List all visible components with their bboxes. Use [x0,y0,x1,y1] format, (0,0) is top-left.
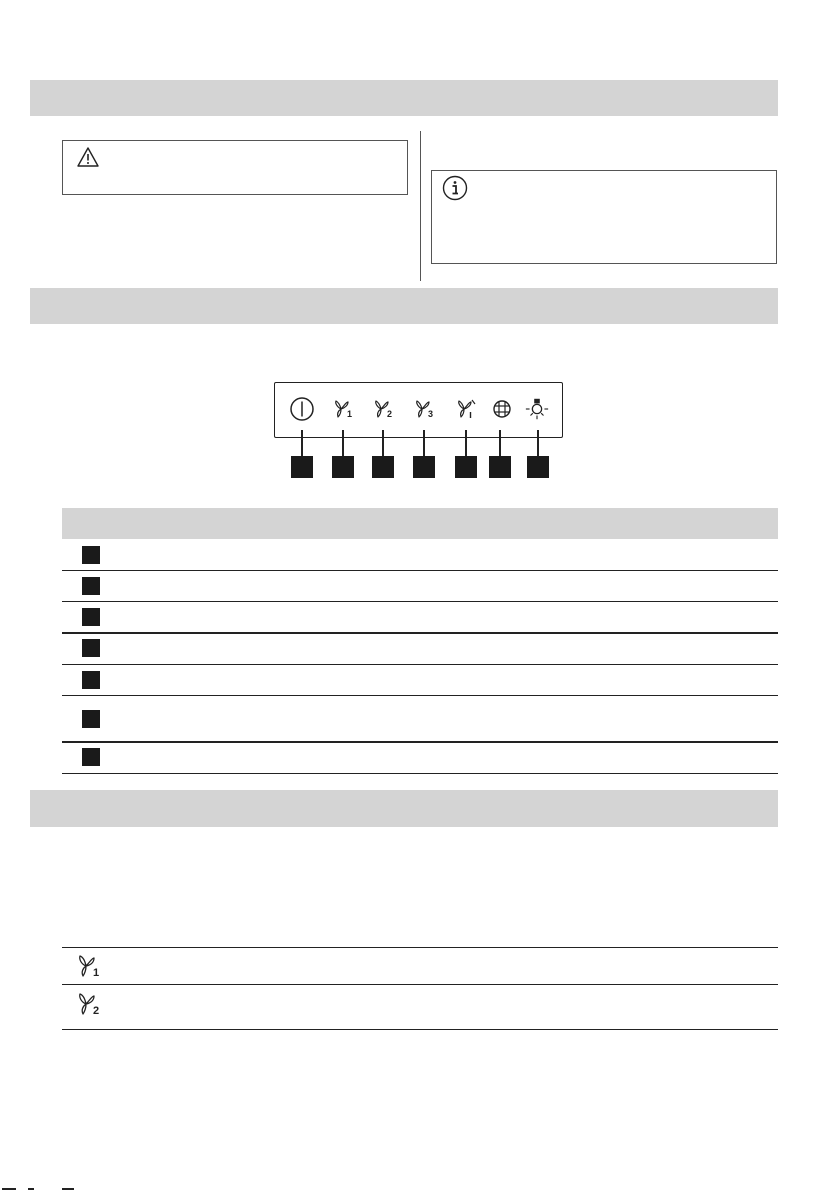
fan-speed-1-icon [76,953,104,979]
speed-digit: 1 [93,967,100,979]
fan-speed-2-button[interactable] [371,396,397,422]
filter-grid-icon [491,398,513,420]
fan-speed-3-icon [413,398,437,420]
speed-digit: 2 [387,409,393,419]
leader-line [499,430,501,456]
speed-digit: 2 [93,1005,100,1017]
speed-digit: 1 [347,409,353,419]
row-divider [62,1029,778,1030]
leader-line [537,430,539,456]
section-header-safety [30,80,778,116]
warning-triangle-icon [77,147,99,167]
row-marker [82,710,100,728]
callout-marker [455,456,477,478]
leader-line [382,430,384,456]
fan-speed-1-icon [332,398,356,420]
callout-marker [527,456,549,478]
callout-marker [291,456,313,478]
info-circle-icon [442,175,468,201]
warning-box [62,140,408,195]
power-icon [289,396,315,422]
light-button[interactable] [524,396,550,422]
section-header-control-panel [30,288,778,324]
table-row [62,743,778,773]
power-button[interactable] [289,396,315,422]
callout-marker [489,456,511,478]
column-divider [420,131,421,281]
callout-marker [413,456,435,478]
row-marker [82,608,100,626]
cropped-text-fragment [0,1188,80,1192]
leader-line [301,430,303,456]
table-row [62,696,778,741]
row-marker [82,577,100,595]
callout-marker [332,456,354,478]
callout-marker [372,456,394,478]
row-marker [82,639,100,657]
table-row [62,540,778,571]
fan-intensive-icon [455,398,479,420]
table-row [62,571,778,602]
table-row [62,634,778,664]
fan-speed-2-icon [372,398,396,420]
table-row [62,602,778,633]
row-marker [82,671,100,689]
fan-intensive-button[interactable] [454,396,480,422]
fan-speed-1-button[interactable] [331,396,357,422]
light-bulb-icon [524,396,550,422]
speed-digit: 3 [428,409,434,419]
row-marker [82,748,100,766]
leader-line [465,430,467,456]
table-row [62,665,778,696]
fan-speed-2-icon [76,991,104,1017]
row-marker [82,546,100,564]
leader-line [423,430,425,456]
filter-button[interactable] [489,396,515,422]
section-header-speed [30,790,778,827]
info-box [431,170,777,264]
speed-row-2 [62,985,778,1029]
row-divider [62,773,778,774]
fan-speed-3-button[interactable] [412,396,438,422]
leader-line [342,430,344,456]
speed-row-1 [62,948,778,984]
panel-table-header [62,508,778,539]
